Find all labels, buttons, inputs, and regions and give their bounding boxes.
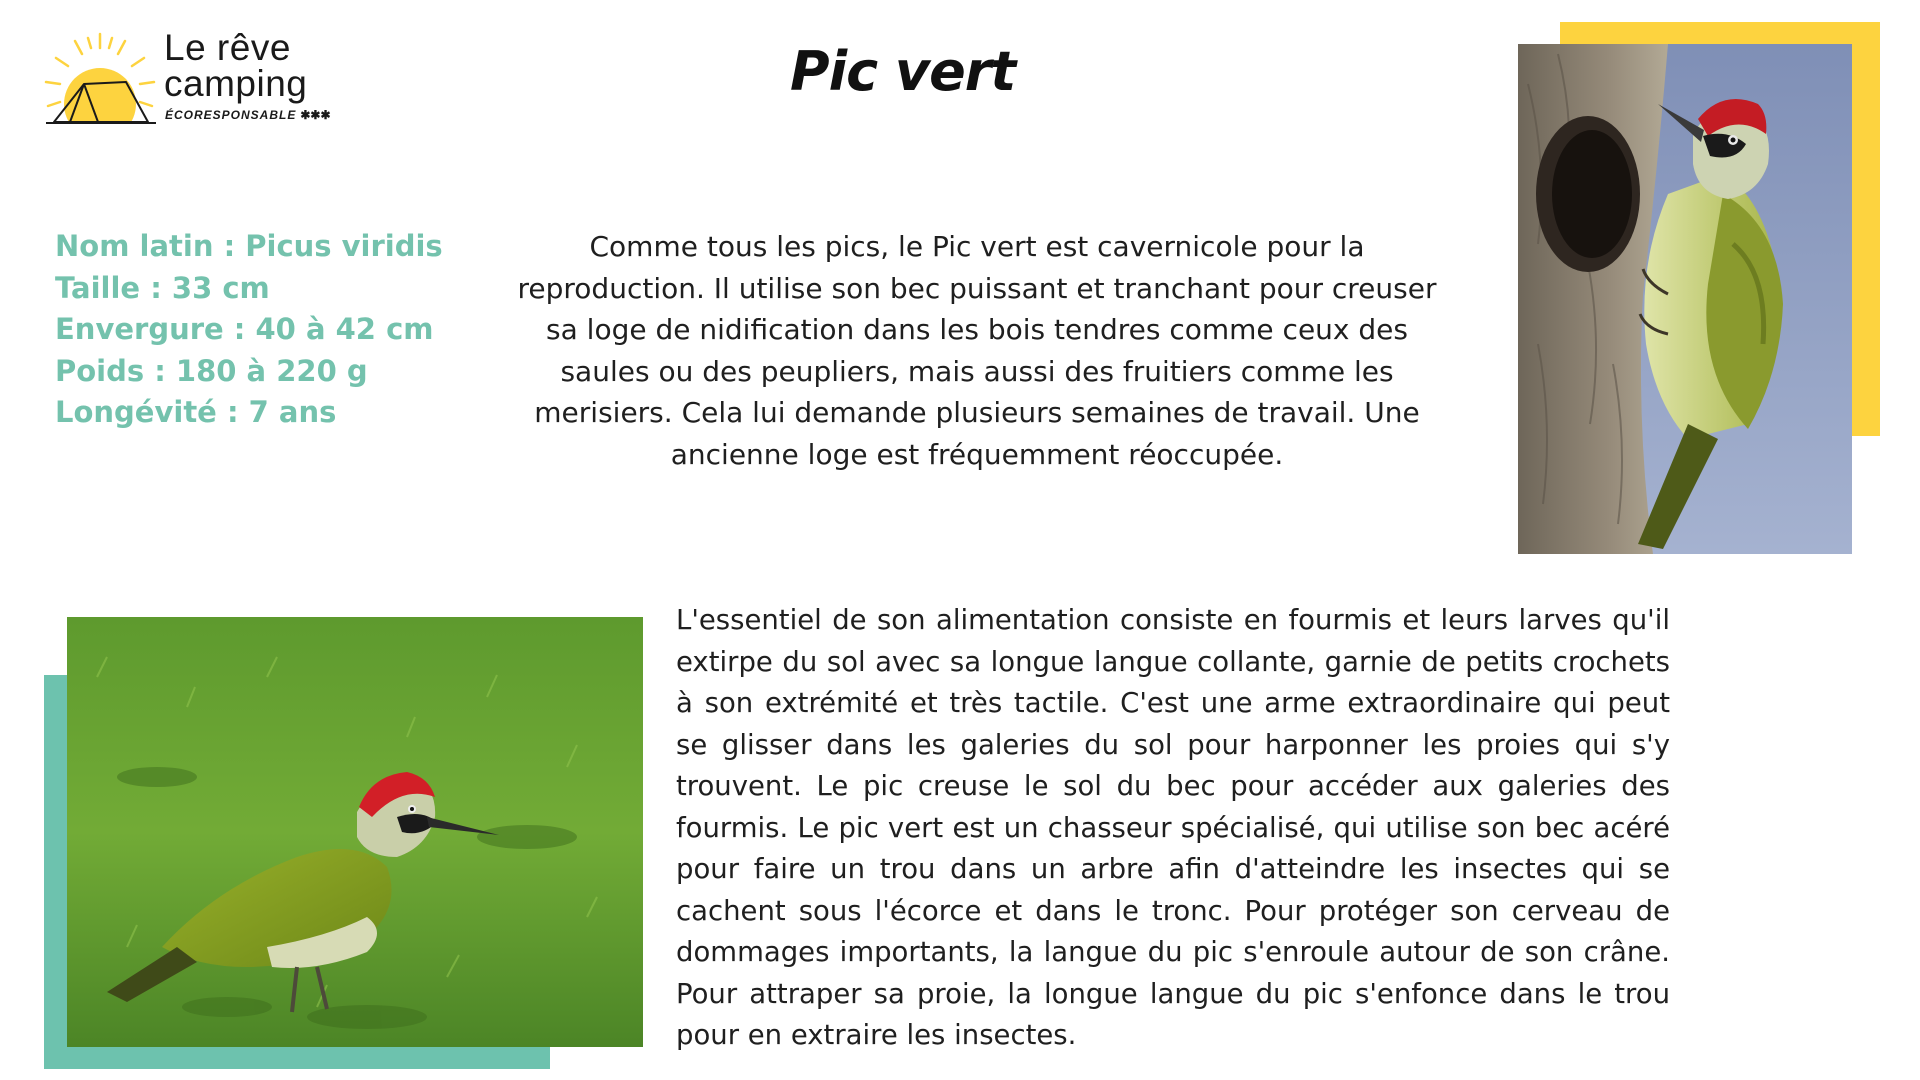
facts-list	[55, 226, 443, 434]
intro-paragraph: Comme tous les pics, le Pic vert est cavernicole pour la reproduction. Il utilise son bec puissant et tranchant pour creuser sa loge de nidification dans les bois tendres comme ceux des saules ou des peupliers, mais aussi des fruitiers comme les merisiers. Cela lui demande plusieurs semaines de travail. Une ancienne loge est fréquemment réoccupée.	[517, 230, 1437, 471]
logo-line-1: Le rêve	[164, 27, 291, 68]
diet-paragraph: L'essentiel de son alimentation consiste en fourmis et leurs larves qu'il extirpe du sol avec sa longue langue collante, garnie de petits crochets à son extrémité et très tactile. C'est une arme extraordinaire qui peut se glisser dans les galeries du sol pour harponner les proies qui s'y trouvent. Le pic creuse le sol du bec pour accéder aux galeries des fourmis. Le pic vert est un chasseur spécialisé, qui utilise son bec acéré pour faire un trou dans un arbre afin d'atteindre les insectes qui se cachent sous l'écorce et dans le tronc. Pour protéger son cerveau de dommages importants, la langue du pic s'enroule autour de son crâne. Pour attraper sa proie, la longue langue du pic s'enfonce dans le trou pour en extraire les insectes.	[676, 604, 1670, 1051]
logo-tagline-text: ÉCORESPONSABLE	[165, 108, 297, 122]
logo-tagline	[165, 108, 331, 122]
sun-tent-icon	[40, 26, 160, 136]
logo-wordmark	[164, 27, 308, 104]
logo-stars: ✱✱✱	[300, 108, 331, 122]
fact-latin-name: Nom latin : Picus viridis	[55, 229, 443, 263]
fact-weight: Poids : 180 à 220 g	[55, 353, 368, 388]
camping-logo	[40, 26, 360, 136]
woodpecker-nest-photo	[1518, 44, 1852, 554]
page-title: Pic vert	[790, 40, 1016, 103]
fact-wingspan: Envergure : 40 à 42 cm	[55, 312, 434, 346]
woodpecker-grass-photo	[67, 617, 643, 1047]
logo-line-2: camping	[164, 63, 308, 104]
fact-longevity: Longévité : 7 ans	[55, 395, 337, 429]
fact-size: Taille : 33 cm	[55, 270, 270, 305]
